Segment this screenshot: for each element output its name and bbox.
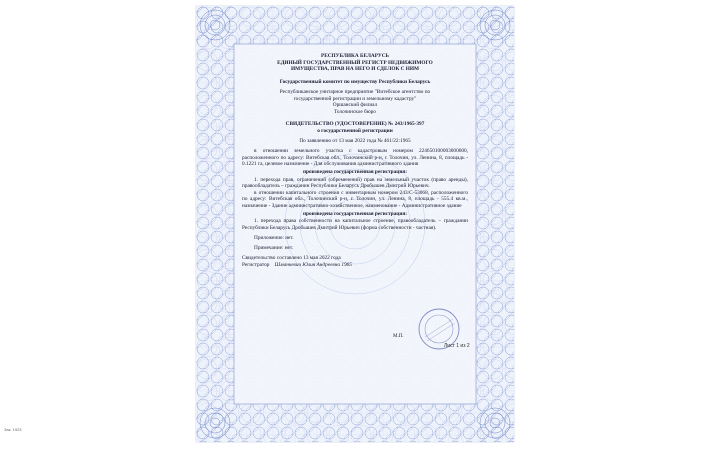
note-line: Примечание: нет. — [254, 245, 294, 252]
header-line-1: РЕСПУБЛИКА БЕЛАРУСЬ — [320, 53, 390, 59]
sheet-counter: Лист 1 из 2 — [444, 343, 470, 349]
enterprise-line-1: Республиканское унитарное предприятие "Витебское агентство по — [279, 88, 431, 95]
certificate-sheet — [196, 6, 514, 442]
land-registration-item: 1. перехода прав, ограничений (обременений) прав на земельный участок (право аренды), правообладатель – гражданин Республики Беларусь Дробышев Дмитрий Юрьевич. — [242, 176, 468, 190]
print-order-number: Зак. 1923 — [4, 427, 22, 432]
building-description: в отношении капитального строения с инвентарным номером 243/С-53068, расположенного по адресу: Витебская обл., Толочинский р-н, г. Толочин, ул. Ленина, 8, площадь - 555.4 кв.м., назначение - Здание административно-хозяйственное, наименование - Административное здание — [242, 189, 468, 210]
attachment-line: Приложение: нет. — [254, 235, 294, 242]
header-line-2: ЕДИНЫЙ ГОСУДАРСТВЕННЫЙ РЕГИСТР НЕДВИЖИМОГО — [277, 59, 433, 66]
certificate-subtitle: о государственной регистрации — [317, 127, 393, 134]
issued-line: Свидетельство составлено 13 мая 2022 года — [242, 255, 341, 262]
enterprise-line-3: Оршанский филиал — [332, 102, 378, 109]
registrar-name: Шманкевич Юлия Андреевна 1965 — [274, 261, 352, 268]
header-line-3: ИМУЩЕСТВА, ПРАВ НА НЕГО И СДЕЛОК С НИМ — [290, 66, 420, 73]
registrar-line — [242, 262, 468, 269]
committee-name: Государственный комитет по имуществу Республики Беларусь — [279, 78, 431, 85]
land-description: в отношении земельного участка с кадастровым номером 224650100003000600, расположенного по адресу: Витебская обл., Толочинский р-н, г. Толочин, ул. Ленина, 8, площадь - 0.1221 га, целевое назначение - Для обслуживания административного здания — [242, 148, 468, 168]
building-registration-item: 1. перехода права собственности на капитальное строение, правообладатель – гражданин Республики Беларусь Дробышев Дмитрий Юрьевич (форма собственности - частная). — [242, 218, 468, 231]
enterprise-line-4: Толочинское бюро — [334, 108, 376, 115]
application-line: По заявлению от 13 мая 2022 года № 461/22:1965 — [299, 138, 411, 145]
building-registration-heading: произведена государственная регистрация: — [302, 210, 408, 217]
enterprise-line-2: государственной регистрации и земельному кадастру" — [293, 95, 417, 102]
land-registration-heading: произведена государственная регистрация: — [302, 169, 408, 176]
certificate-content — [242, 53, 468, 268]
stamp-place-label: М.П. — [393, 334, 404, 339]
certificate-title: СВИДЕТЕЛЬСТВО (УДОСТОВЕРЕНИЕ) № 243/1965-397 — [285, 121, 425, 128]
registrar-label: Регистратор — [242, 261, 270, 268]
